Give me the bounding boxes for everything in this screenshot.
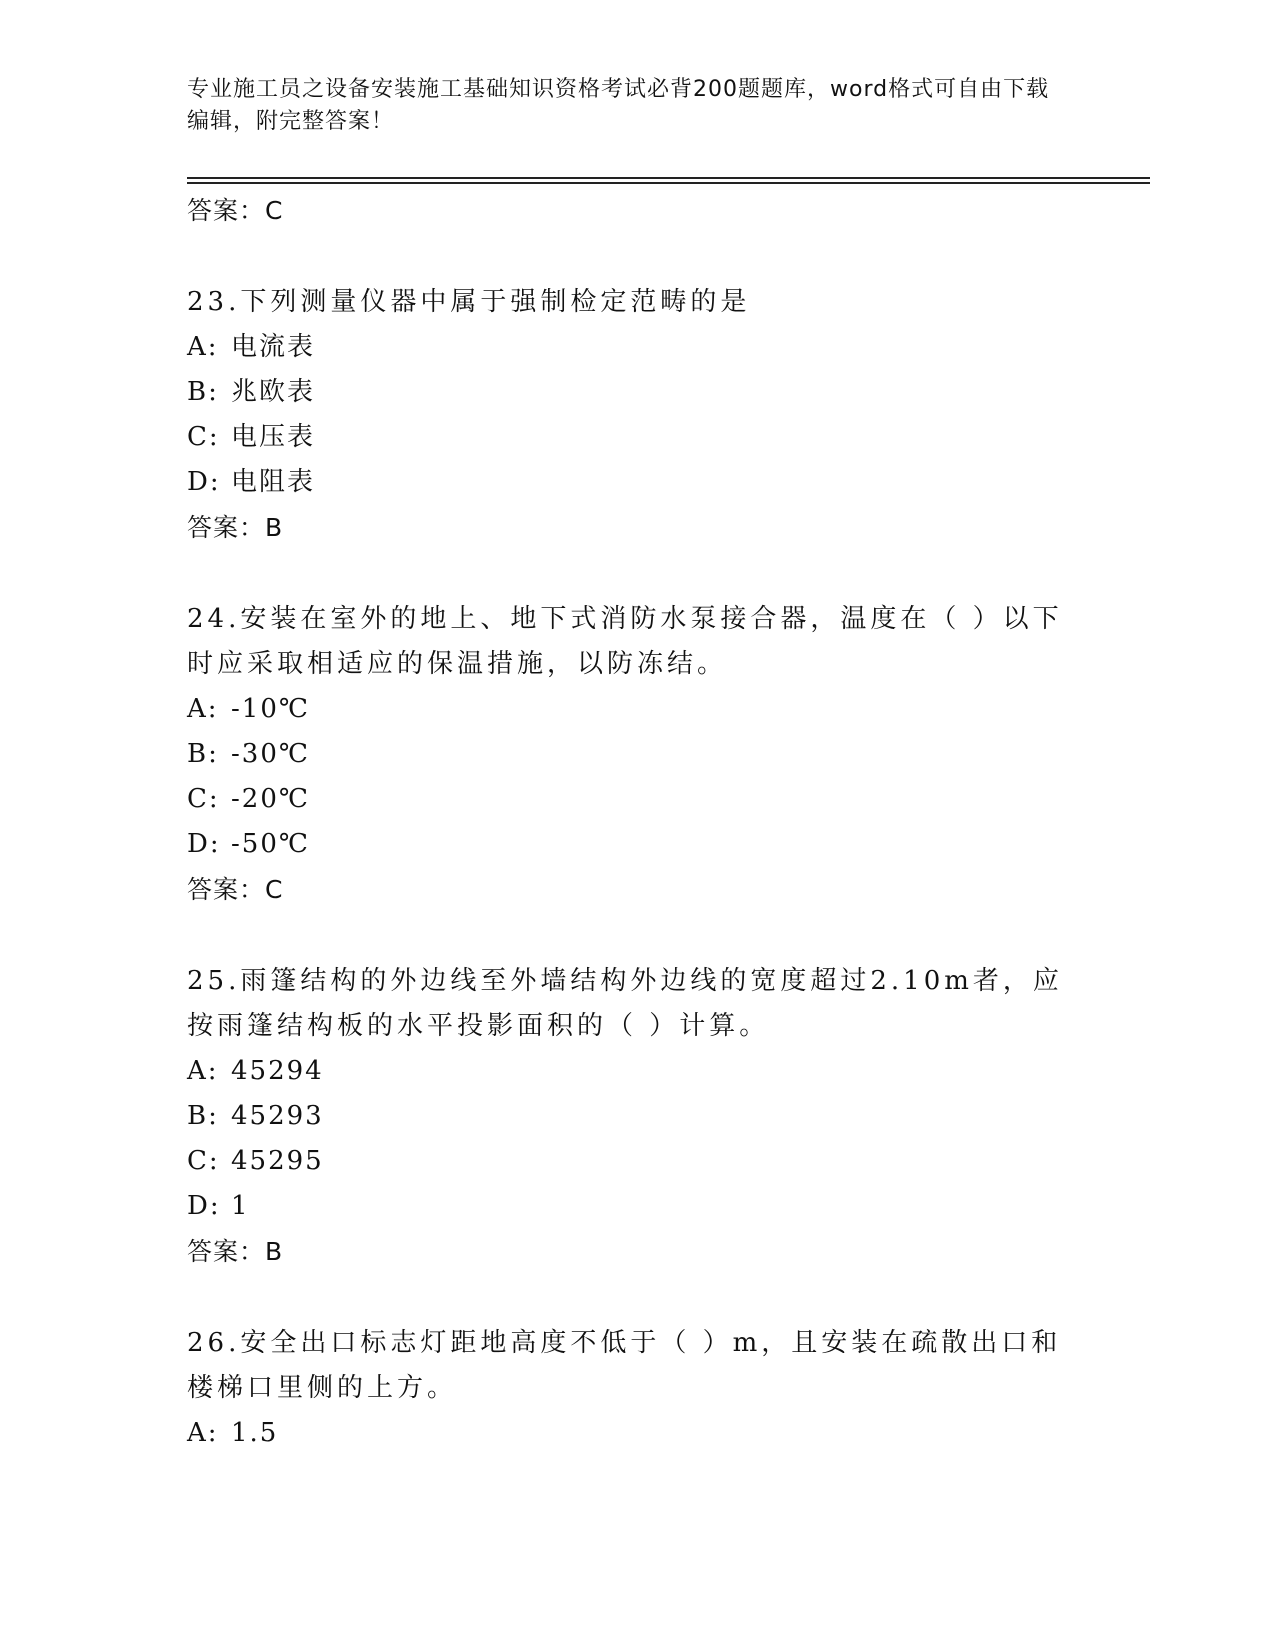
answer-line: 答案：C [187, 196, 284, 225]
spacer [187, 233, 1087, 280]
option-b [187, 732, 1087, 777]
option-d [187, 822, 1087, 867]
option-text: 1.5 [231, 1418, 279, 1448]
header-rule-bottom [187, 182, 1150, 184]
option-text: 电压表 [231, 422, 316, 452]
option-text: 电阻表 [231, 467, 316, 497]
option-c [187, 415, 1087, 460]
option-label: D: [187, 467, 221, 497]
answer-line: 答案：B [187, 513, 284, 542]
question-list [187, 188, 1087, 1456]
document-header: 专业施工员之设备安装施工基础知识资格考试必背200题题库，word格式可自由下载编辑，附完整答案！ [187, 77, 1050, 134]
option-c [187, 1139, 1087, 1184]
option-label: C: [187, 784, 220, 814]
answer-line: 答案：B [187, 1237, 284, 1266]
option-a [187, 687, 1087, 732]
option-b [187, 1094, 1087, 1139]
option-label: B: [187, 1101, 219, 1131]
option-d [187, 460, 1087, 505]
option-text: -30℃ [231, 739, 310, 769]
spacer [187, 912, 1087, 959]
option-text: -20℃ [231, 784, 310, 814]
option-label: A: [187, 332, 219, 362]
question-text: 23.下列测量仪器中属于强制检定范畴的是 [187, 287, 751, 317]
spacer [187, 550, 1087, 597]
question-text: 24.安装在室外的地上、地下式消防水泵接合器，温度在（ ）以下时应采取相适应的保温措施，以防冻结。 [187, 604, 1063, 679]
option-text: -10℃ [231, 694, 310, 724]
question-text: 25.雨篷结构的外边线至外墙结构外边线的宽度超过2.10m者，应按雨篷结构板的水平投影面积的（ ）计算。 [187, 966, 1063, 1041]
option-a [187, 1049, 1087, 1094]
option-text: 45294 [231, 1056, 324, 1086]
option-b [187, 370, 1087, 415]
option-text: -50℃ [231, 829, 310, 859]
option-a [187, 1411, 1087, 1456]
spacer [187, 1274, 1087, 1321]
header-rule-top [187, 177, 1150, 179]
option-label: B: [187, 739, 219, 769]
option-label: C: [187, 1146, 220, 1176]
option-text: 45295 [231, 1146, 324, 1176]
option-c [187, 777, 1087, 822]
option-label: A: [187, 1056, 219, 1086]
option-text: 45293 [231, 1101, 324, 1131]
option-a [187, 325, 1087, 370]
answer-line: 答案：C [187, 875, 284, 904]
question-text: 26.安全出口标志灯距地高度不低于（ ）m，且安装在疏散出口和楼梯口里侧的上方。 [187, 1328, 1062, 1403]
option-text: 兆欧表 [231, 377, 316, 407]
option-label: D: [187, 829, 221, 859]
option-label: C: [187, 422, 220, 452]
option-label: D: [187, 1191, 221, 1221]
option-label: A: [187, 1418, 219, 1448]
option-text: 1 [231, 1191, 250, 1221]
option-text: 电流表 [231, 332, 316, 362]
option-label: A: [187, 694, 219, 724]
option-label: B: [187, 377, 219, 407]
option-d [187, 1184, 1087, 1229]
